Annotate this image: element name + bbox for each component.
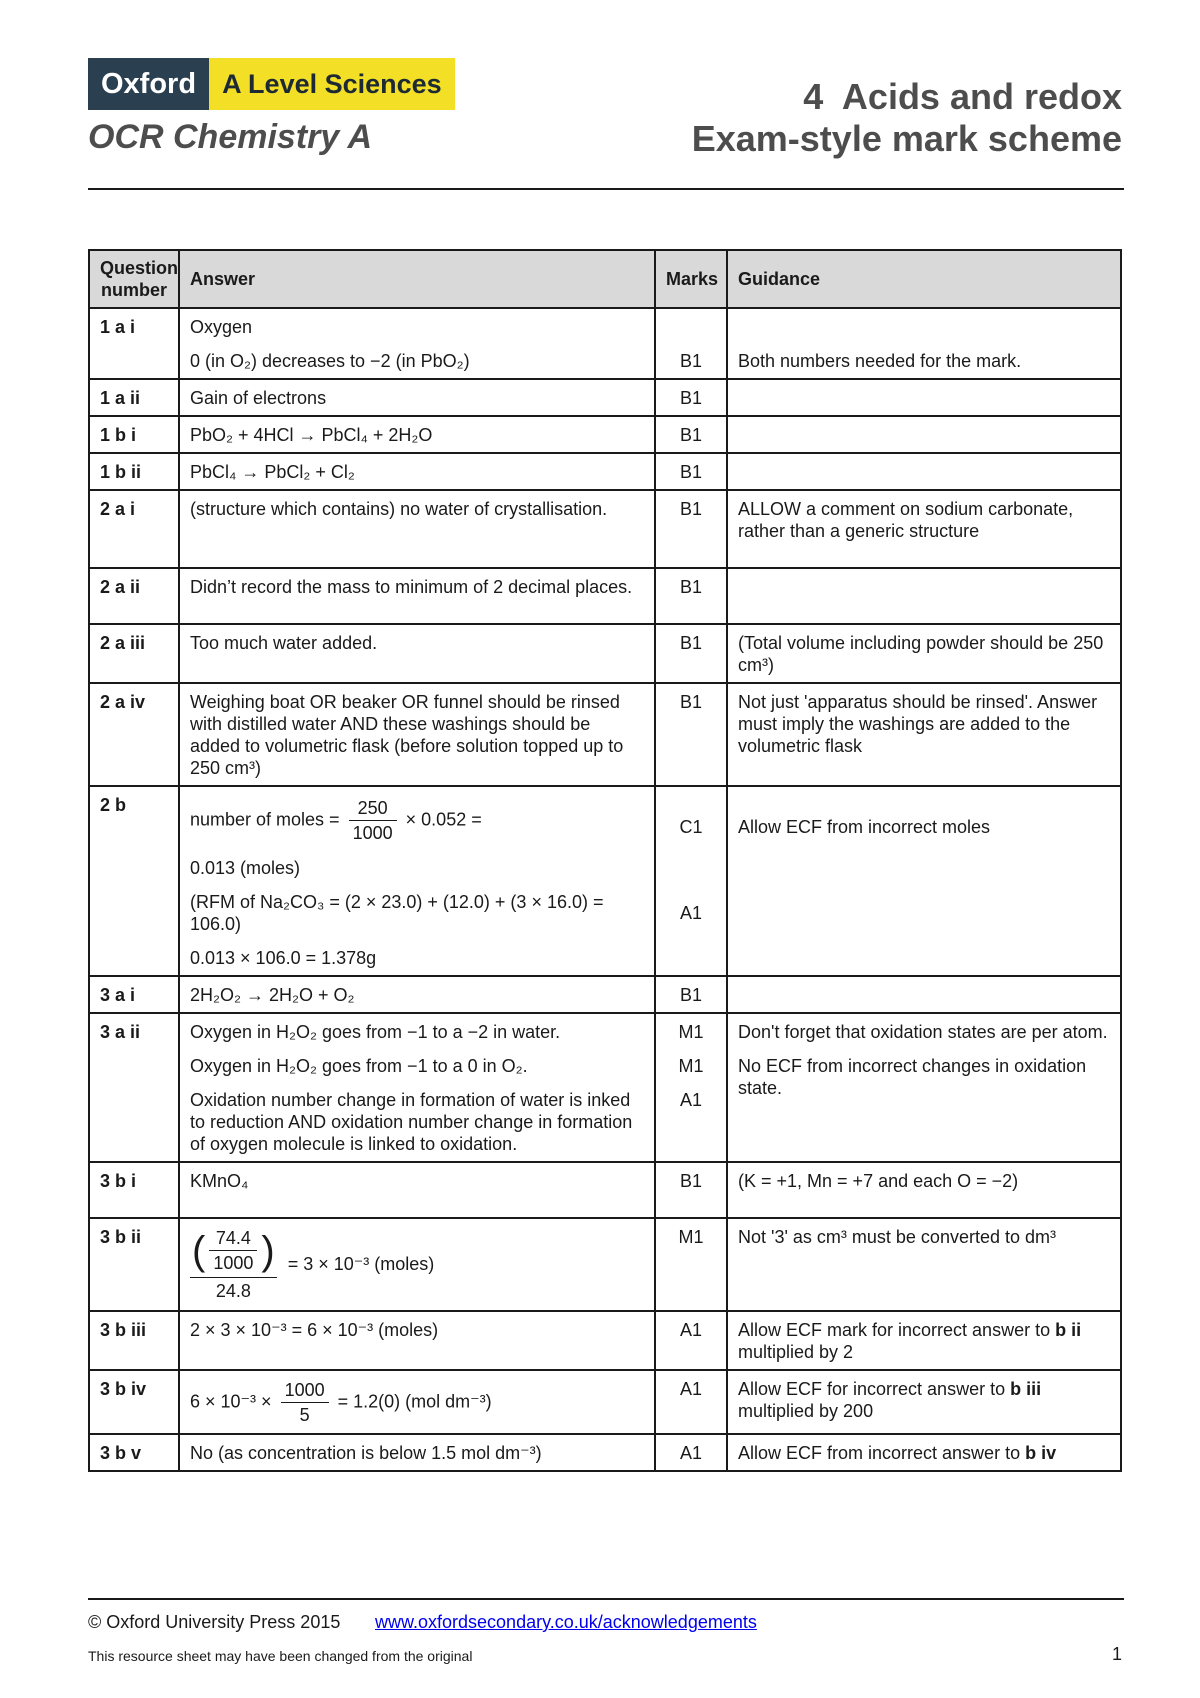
answer-line: 0.013 × 106.0 = 1.378g (190, 948, 377, 968)
question-number: 3 b i (89, 1162, 179, 1218)
marks-cell: M1 (655, 1218, 727, 1311)
answer-text: = 3 × 10⁻³ (moles) (287, 1253, 435, 1274)
footer-divider (88, 1598, 1124, 1600)
answer-line: 0 (in O₂) decreases to −2 (in PbO₂) (190, 351, 470, 371)
oxford-logo (88, 58, 455, 110)
guidance-cell: Not just 'apparatus should be rinsed'. Answer must imply the washings are added to the volumetric flask (727, 683, 1121, 786)
page-header (88, 58, 1122, 188)
open-paren-icon: ( (192, 1228, 206, 1273)
question-number: 2 a iv (89, 683, 179, 786)
acknowledgements-link[interactable]: www.oxfordsecondary.co.uk/acknowledgements (375, 1612, 757, 1632)
fraction-numerator (190, 1226, 277, 1278)
marks-cell: B1 (655, 379, 727, 416)
mark-value: A1 (679, 1090, 703, 1110)
question-number: 3 b iv (89, 1370, 179, 1434)
subject-title: OCR Chemistry A (88, 118, 373, 156)
answer-cell: Too much water added. (179, 624, 655, 683)
fraction (349, 796, 397, 845)
fraction-denominator: 1000 (213, 1253, 254, 1273)
header-marks: Marks (655, 250, 727, 308)
answer-cell (179, 1370, 655, 1434)
table-row (89, 786, 1121, 976)
question-number: 2 b (89, 786, 179, 976)
table-header-row (89, 250, 1121, 308)
inner-fraction (209, 1226, 257, 1275)
logo-series-text: A Level Sciences (209, 58, 455, 110)
answer-text: = 1.2(0) (mol dm⁻³) (337, 1391, 492, 1412)
question-number: 3 b ii (89, 1218, 179, 1311)
guidance-cell (727, 1013, 1121, 1162)
table-row (89, 379, 1121, 416)
fraction (281, 1378, 329, 1427)
guidance-cell: Not '3' as cm³ must be converted to dm³ (727, 1218, 1121, 1311)
table-row (89, 416, 1121, 453)
answer-line (190, 796, 644, 845)
table-row (89, 1434, 1121, 1471)
answer-cell: PbCl₄ → PbCl₂ + Cl₂ (179, 453, 655, 490)
guidance-text: Don't forget that oxidation states are per atom. (738, 1022, 1108, 1042)
guidance-text: No ECF from incorrect changes in oxidation state. (738, 1056, 1087, 1098)
question-number: 3 a ii (89, 1013, 179, 1162)
question-number: 1 a i (89, 308, 179, 379)
marks-cell: B1 (655, 1162, 727, 1218)
answer-cell: Didn’t record the mass to minimum of 2 decimal places. (179, 568, 655, 624)
marks-cell: B1 (655, 976, 727, 1013)
mark-value: M1 (678, 1056, 704, 1076)
fraction-denominator: 24.8 (215, 1281, 251, 1301)
table-row (89, 1013, 1121, 1162)
answer-cell: Gain of electrons (179, 379, 655, 416)
marks-cell: A1 (655, 1370, 727, 1434)
mark-value: A1 (679, 903, 703, 923)
guidance-cell (727, 786, 1121, 976)
guidance-cell: (Total volume including powder should be 250 cm³) (727, 624, 1121, 683)
answer-line: (RFM of Na₂CO₃ = (2 × 23.0) + (12.0) + (3 × 16.0) = 106.0) (190, 892, 604, 934)
mark-value: B1 (679, 351, 703, 371)
question-number: 2 a i (89, 490, 179, 568)
guidance-cell (727, 379, 1121, 416)
nested-fraction (190, 1226, 277, 1304)
mark-scheme-table (88, 249, 1122, 1472)
fraction-numerator: 250 (349, 796, 397, 821)
table-row (89, 1311, 1121, 1370)
answer-line: Oxygen (190, 317, 253, 337)
guidance-cell (727, 976, 1121, 1013)
guidance-text: multiplied by 200 (738, 1401, 874, 1421)
question-number: 1 a ii (89, 379, 179, 416)
guidance-text: Allow ECF for incorrect answer to (738, 1379, 1011, 1399)
table-row (89, 624, 1121, 683)
guidance-cell (727, 453, 1121, 490)
question-number: 2 a iii (89, 624, 179, 683)
marks-cell: A1 (655, 1434, 727, 1471)
chapter-title: 4 Acids and redox (803, 76, 1122, 117)
answer-line: Oxidation number change in formation of water is inked to reduction AND oxidation number change in formation of oxygen molecule is linked to oxidation. (190, 1090, 633, 1154)
marks-cell: A1 (655, 1311, 727, 1370)
mark-value: M1 (678, 1022, 704, 1042)
guidance-ref: b iii (1010, 1379, 1042, 1399)
guidance-cell (727, 416, 1121, 453)
fraction-denominator: 1000 (352, 823, 393, 843)
guidance-text: multiplied by 2 (738, 1342, 854, 1362)
answer-line: Oxygen in H₂O₂ goes from −1 to a −2 in water. (190, 1022, 561, 1042)
logo-oxford-text: Oxford (88, 58, 209, 110)
guidance-cell (727, 1434, 1121, 1471)
marks-cell: B1 (655, 568, 727, 624)
answer-cell: KMnO₄ (179, 1162, 655, 1218)
table-row (89, 568, 1121, 624)
table-row (89, 1218, 1121, 1311)
marks-cell: B1 (655, 624, 727, 683)
answer-text: number of moles = (190, 809, 340, 830)
header-answer: Answer (179, 250, 655, 308)
question-number: 2 a ii (89, 568, 179, 624)
answer-line: Oxygen in H₂O₂ goes from −1 to a 0 in O₂. (190, 1056, 528, 1076)
guidance-cell (727, 308, 1121, 379)
guidance-ref: b iv (1025, 1443, 1057, 1463)
marks-cell (655, 786, 727, 976)
copyright-notice: © Oxford University Press 2015 (88, 1612, 341, 1632)
guidance-ref: b ii (1055, 1320, 1082, 1340)
answer-cell: (structure which contains) no water of crystallisation. (179, 490, 655, 568)
table-row (89, 308, 1121, 379)
marks-cell: B1 (655, 453, 727, 490)
guidance-cell (727, 1311, 1121, 1370)
answer-cell (179, 308, 655, 379)
answer-cell: Weighing boat OR beaker OR funnel should be rinsed with distilled water AND these washings should be added to volumetric flask (before solution topped up to 250 cm³) (179, 683, 655, 786)
question-number: 3 b v (89, 1434, 179, 1471)
guidance-cell (727, 1370, 1121, 1434)
guidance-cell: (K = +1, Mn = +7 and each O = −2) (727, 1162, 1121, 1218)
question-number: 3 a i (89, 976, 179, 1013)
table-row (89, 453, 1121, 490)
answer-cell (179, 1013, 655, 1162)
fraction-numerator: 1000 (281, 1378, 329, 1403)
table-row (89, 976, 1121, 1013)
guidance-text: Allow ECF from incorrect moles (738, 817, 991, 837)
document-type: Exam-style mark scheme (691, 118, 1122, 159)
table-row (89, 490, 1121, 568)
resource-note: This resource sheet may have been changed from the original (88, 1648, 473, 1664)
close-paren-icon: ) (261, 1228, 275, 1273)
marks-cell: B1 (655, 416, 727, 453)
guidance-text: Allow ECF from incorrect answer to (738, 1443, 1026, 1463)
mark-value: C1 (679, 817, 703, 837)
answer-line: 0.013 (moles) (190, 858, 301, 878)
answer-cell (179, 1218, 655, 1311)
guidance-cell: ALLOW a comment on sodium carbonate, rather than a generic structure (727, 490, 1121, 568)
marks-cell: B1 (655, 683, 727, 786)
header-question: Question number (89, 250, 179, 308)
table-row (89, 1162, 1121, 1218)
answer-cell: No (as concentration is below 1.5 mol dm⁻³) (179, 1434, 655, 1471)
table-row (89, 1370, 1121, 1434)
answer-text: 6 × 10⁻³ × (190, 1391, 272, 1412)
fraction-denominator: 5 (299, 1405, 310, 1425)
marks-cell (655, 308, 727, 379)
page-number: 1 (1111, 1644, 1122, 1664)
answer-cell: PbO₂ + 4HCl → PbCl₄ + 2H₂O (179, 416, 655, 453)
answer-cell: 2 × 3 × 10⁻³ = 6 × 10⁻³ (moles) (179, 1311, 655, 1370)
answer-text: × 0.052 = (405, 809, 482, 830)
guidance-text: Allow ECF mark for incorrect answer to (738, 1320, 1056, 1340)
question-number: 1 b i (89, 416, 179, 453)
marks-cell: B1 (655, 490, 727, 568)
table-row (89, 683, 1121, 786)
guidance-cell (727, 568, 1121, 624)
header-guidance: Guidance (727, 250, 1121, 308)
answer-cell (179, 786, 655, 976)
answer-cell: 2H₂O₂ → 2H₂O + O₂ (179, 976, 655, 1013)
question-number: 1 b ii (89, 453, 179, 490)
guidance-text: Both numbers needed for the mark. (738, 351, 1022, 371)
marks-cell (655, 1013, 727, 1162)
question-number: 3 b iii (89, 1311, 179, 1370)
header-divider (88, 188, 1124, 190)
fraction-numerator: 74.4 (209, 1226, 257, 1251)
